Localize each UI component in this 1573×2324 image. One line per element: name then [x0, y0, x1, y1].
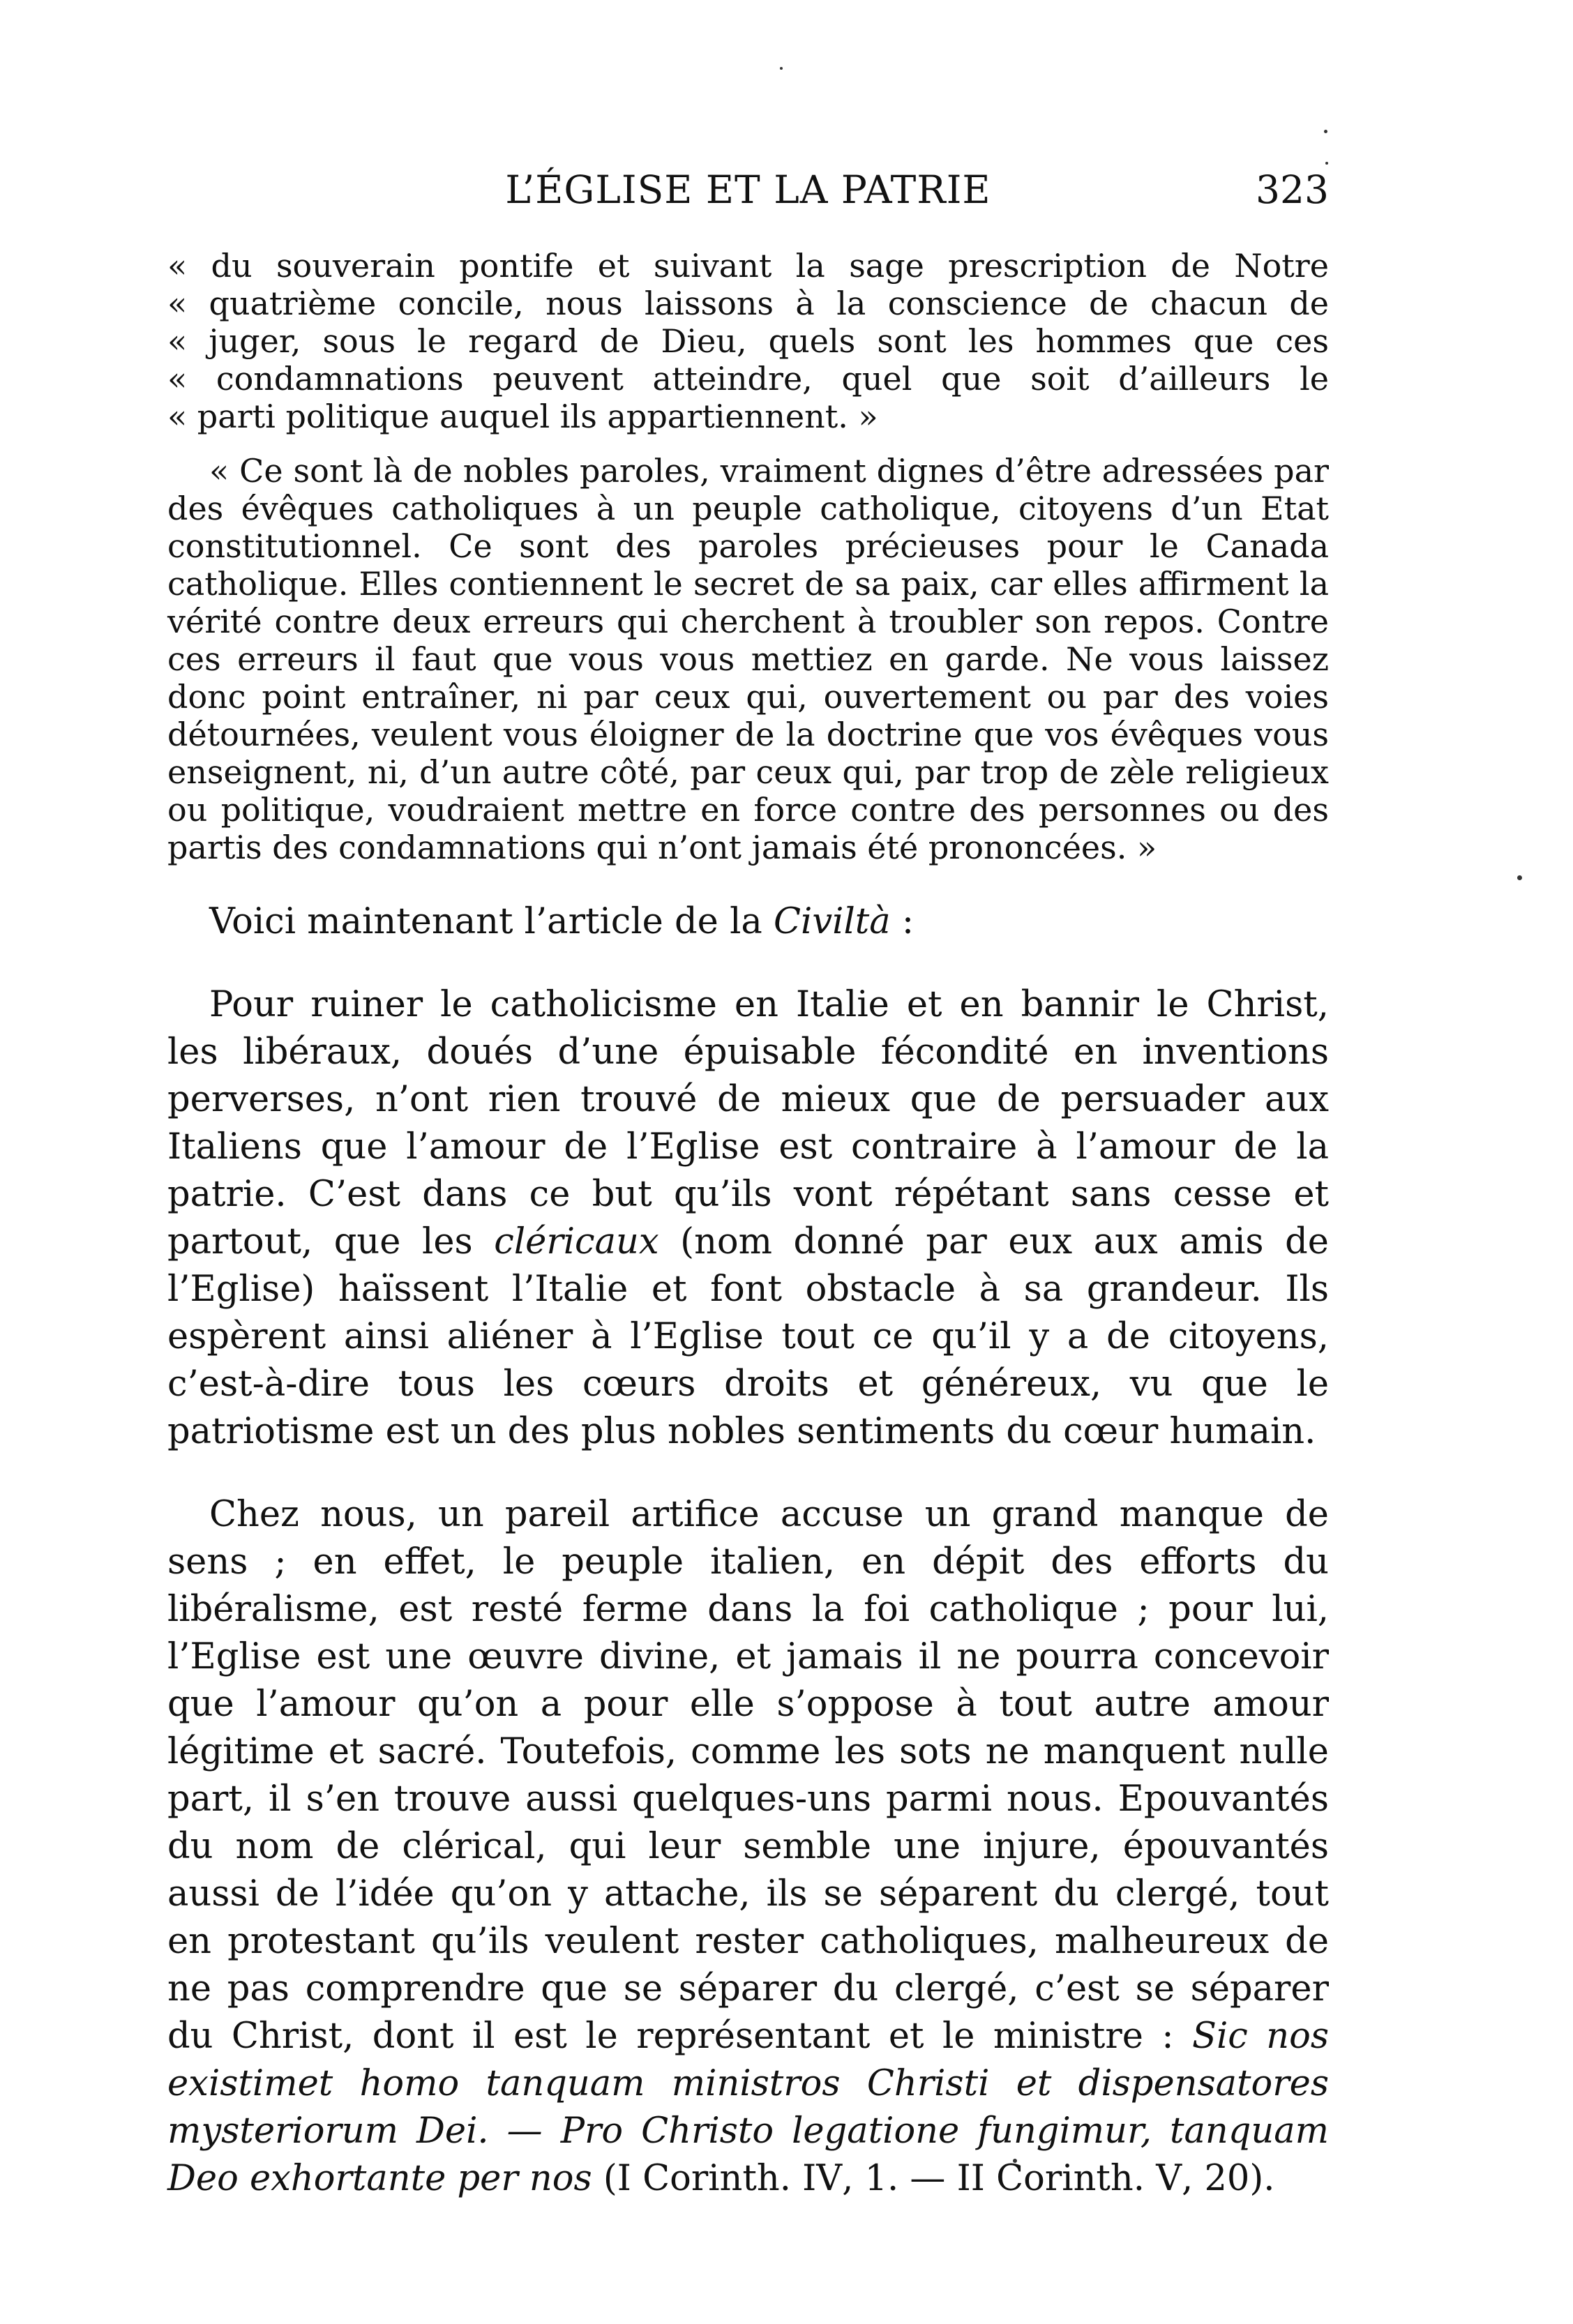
- print-speck: [1325, 162, 1328, 165]
- quote-line: « quatrième concile, nous laissons à la conscience de chacun de: [167, 285, 1329, 322]
- reference-book: Corinth.: [631, 2158, 803, 2199]
- paragraph-text: Chez nous, un pareil artifice accuse un grand manque de sens ; en effet, le peuple italien, en dépit des efforts du libéralisme, est resté ferme dans la foi catholique ; pour lui, l’Eglise est une œuvre divine, et jamais il ne pourra concevoir que l’amour qu’on a pour elle s’oppose à tout autre amour légitime et sacré. Toutefois, comme les sots ne manquent nulle part, il s’en trouve aussi quelques-uns parmi nous. Epouvantés du nom de clérical, qui leur semble une injure, épouvantés aussi de l’idée qu’on y attache, ils se séparent du clergé, tout en protestant qu’ils veulent rester catholiques, malheureux de ne pas comprendre que se séparer du clergé, c’est se séparer du Christ, dont il est le représentant et le ministre :: [167, 1494, 1329, 2057]
- reference-chapter: V: [1156, 2158, 1182, 2199]
- quoted-passage: [167, 247, 1329, 435]
- reference-chapter: IV: [802, 2158, 843, 2199]
- print-speck: [1517, 875, 1522, 880]
- reference-book-number: II: [956, 2158, 985, 2199]
- reference-verse: , 20).: [1182, 2158, 1275, 2199]
- book-page: [167, 167, 1329, 2238]
- quote-line: « condamnations peuvent atteindre, quel que soit d’ailleurs le: [167, 360, 1329, 398]
- reference-open: (: [592, 2158, 617, 2199]
- page-number: 323: [1256, 167, 1329, 212]
- quote-line: « du souverain pontife et suivant la sage prescription de Notre: [167, 247, 1329, 285]
- journal-name: Civiltà: [774, 901, 891, 942]
- quoted-paragraph: « Ce sont là de nobles paroles, vraiment dignes d’être adressées par des évêques catholiques à un peuple catholique, citoyens d’un Etat constitutionnel. Ce sont des paroles précieuses pour le Canada catholique. Elles contiennent le secret de sa paix, car elles affirment la vérité contre deux erreurs qui cherchent à troubler son repos. Contre ces erreurs il faut que vous vous mettiez en garde. Ne vous laissez donc point entraîner, ni par ceux qui, ouvertement ou par des voies détournées, veulent vous éloigner de la doctrine que vos évêques vous enseignent, ni, d’un autre côté, par ceux qui, par trop de zèle religieux ou politique, voudraient mettre en force contre des personnes ou des partis des condamnations qui n’ont jamais été prononcées. »: [167, 452, 1329, 866]
- paragraph-text: Pour ruiner le catholicisme en Italie et en bannir le Christ, les libéraux, doués d’une épuisable fécondité en inventions perverses, n’ont rien trouvé de mieux que de persuader aux Italiens que l’amour de l’Eglise est contraire à l’amour de la patrie. C’est dans ce but qu’ils vont répétant sans cesse et partout, que les: [167, 984, 1329, 1262]
- print-speck: [1324, 130, 1327, 133]
- intro-colon: :: [890, 901, 915, 942]
- article-intro: [167, 898, 1329, 946]
- intro-text: Voici maintenant l’article de la: [209, 901, 774, 942]
- reference-book-number: I: [617, 2158, 631, 2199]
- italic-term: cléricaux: [494, 1221, 659, 1262]
- latin-quotation: Sic nos existimet homo tanquam ministros Christi et dispensatores mysteriorum Dei. — Pro Christo legatione fungimur, tanquam Deo exhortante per nos: [167, 2016, 1330, 2199]
- page-header: [167, 167, 1329, 223]
- reference-book: Corinth.: [984, 2158, 1157, 2199]
- print-speck: [780, 67, 783, 70]
- running-title: L’ÉGLISE ET LA PATRIE: [505, 167, 991, 212]
- quote-line: « juger, sous le regard de Dieu, quels sont les hommes que ces: [167, 322, 1329, 360]
- paragraph-text: (nom donné par eux aux amis de l’Eglise) haïssent l’Italie et font obstacle à sa grandeur. Ils espèrent ainsi aliéner à l’Eglise tout ce qu’il y a de citoyens, c’est-à-dire tous les cœurs droits et généreux, vu que le patriotisme est un des plus nobles sentiments du cœur humain.: [167, 1221, 1329, 1452]
- quote-line: « parti politique auquel ils appartiennent. »: [167, 398, 878, 435]
- reference-verse: , 1. —: [842, 2158, 957, 2199]
- body-paragraph: [167, 1491, 1329, 2203]
- body-paragraph: [167, 981, 1329, 1456]
